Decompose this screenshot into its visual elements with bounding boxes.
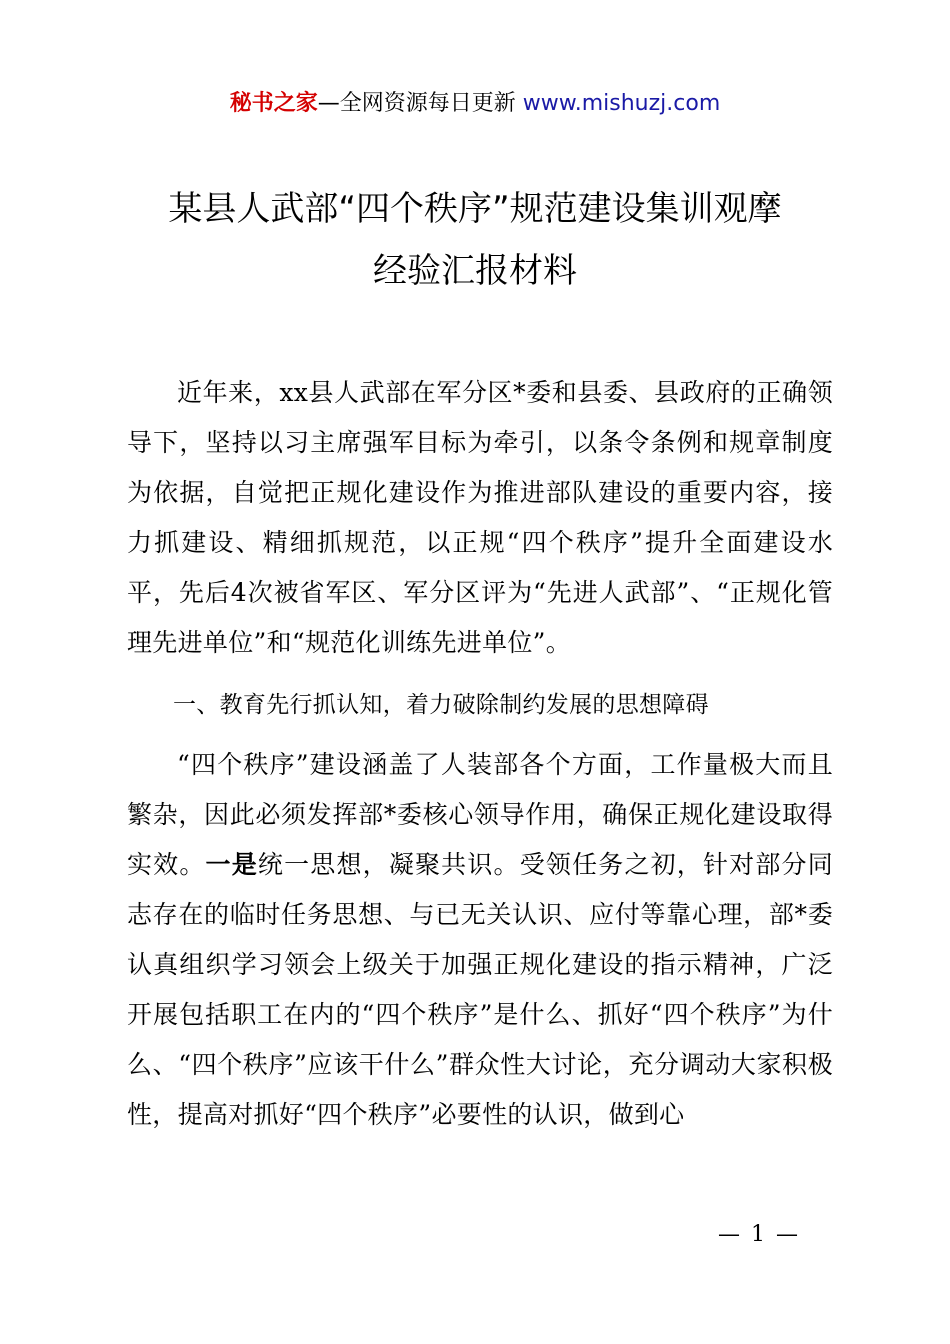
site-brand: 秘书之家 [229,91,318,116]
site-header [0,86,950,122]
paragraph-bold-marker: 一是 [205,850,258,879]
paragraph-text-rest: 统一思想，凝聚共识。受领任务之初，针对部分同志存在的临时任务思想、与已无关认识、应付等靠心理，部*委认真组织学习领会上级关于加强正规化建设的指示精神，广泛开展包括职工在内的“四个秩序”是什么、抓好“四个秩序”为什么、“四个秩序”应该干什么”群众性大讨论，充分调动大家积极性，提高对抓好“四个秩序”必要性的认识，做到心 [127,850,833,1129]
page-number: — 1 — [718,1222,800,1247]
title-line-2: 经验汇报材料 [373,251,577,291]
document-body [127,368,833,1140]
section-1-paragraph [127,740,833,1140]
intro-paragraph: 近年来，xx县人武部在军分区*委和县委、县政府的正确领导下，坚持以习主席强军目标为牵引，以条令条例和规章制度为依据，自觉把正规化建设作为推进部队建设的重要内容，接力抓建设、精细抓规范，以正规“四个秩序”提升全面建设水平，先后4次被省军区、军分区评为“先进人武部”、“正规化管理先进单位”和“规范化训练先进单位”。 [127,378,833,657]
document-title [120,178,830,302]
site-url-link[interactable]: www.mishuzj.com [522,91,721,116]
section-heading-1: 一、教育先行抓认知，着力破除制约发展的思想障碍 [173,692,709,718]
site-slogan: —全网资源每日更新 [317,91,523,116]
paragraph-text-start: “四个秩序”建设涵盖了人装部各个方面，工作量极大而且繁杂，因此必须发挥部*委核心领导作用，确保正规化建设取得实效。 [127,750,833,879]
title-line-1: 某县人武部“四个秩序”规范建设集训观摩 [168,189,782,229]
